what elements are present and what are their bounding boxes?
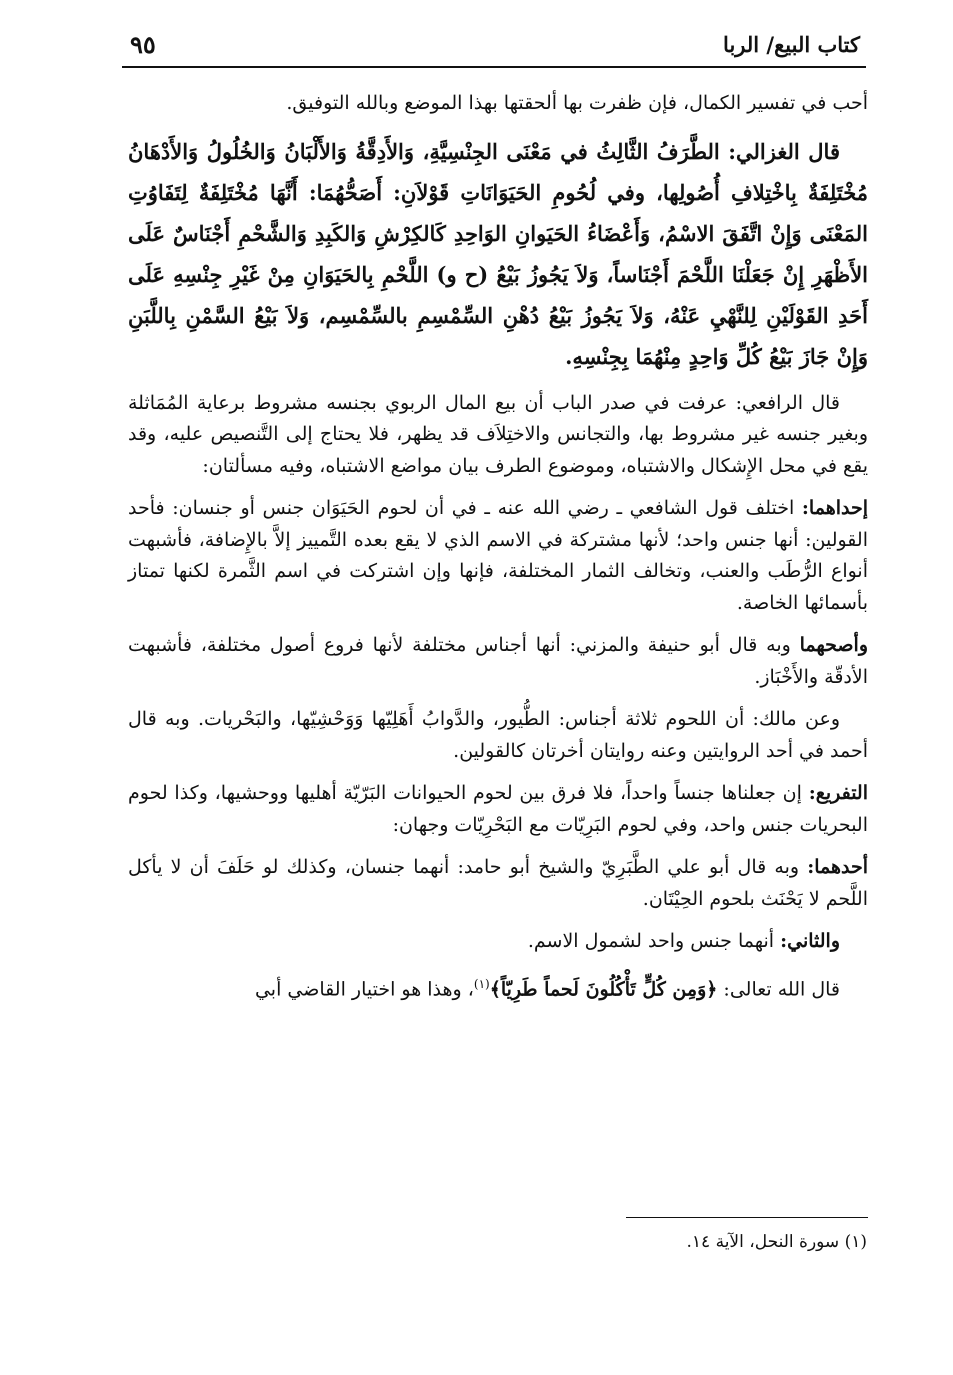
header-rule: [122, 66, 866, 68]
page-body: [128, 88, 868, 1016]
paragraph-second-view: والثاني: أنهما جنس واحد لشمول الاسم.: [527, 930, 840, 952]
footnote-marker[interactable]: (١): [473, 976, 490, 991]
footnote: (١) سورة النحل، الآية ١٤.: [686, 1232, 867, 1252]
paragraph-lead: التفريع:: [808, 782, 868, 804]
page-header: [122, 30, 860, 66]
paragraph-malik: وعن مالك: أن اللحوم ثلاثة أجناس: الطُّيور، والدَّوابُ أَهَلِيّها وَوَحْشِيّها، والبَحْريات. وبه قال أحمد في أحد الروايتين وعنه روايتان أخرتان كالقولين.: [128, 708, 868, 762]
page-number: ٩٥: [130, 30, 156, 59]
running-title: كتاب البيع/ الربا: [723, 32, 860, 57]
paragraph-rafii: قال الرافعي: عرفت في صدر الباب أن بيع المال الربوي بجنسه مشروط برعاية المُمَاثلة وبغير جنسه غير مشروط بها، والتجانس والاختِلاَف قد يظهر، فلا يحتاج إلى التَّنصيص عليه، وقد يقع في محل الإِشكال والاشتباه، وموضوع الطرف بيان مواضع الاشتباه، وفيه مسألتان:: [128, 391, 868, 477]
paragraph-first-issue: إحداهما: اختلف قول الشافعي ـ رضي الله عنه ـ في أن لحوم الحَيَوَان جنس أو جنسان: فأحد القولين: أنها جنس واحد؛ لأنها مشتركة في الاسم الذي لا يقع بعده التَّمييز إلاَّ بالإِضافة، فأشبهت أنواع الرُّطَب والعنب، وتخالف الثمار المختلفة، فإنها وإن اشتركت في اسم الثَّمرة لكنها تمتاز بأسمائها الخاصة.: [128, 497, 868, 614]
paragraph-tafri: التفريع: إن جعلناها جنساً واحداً، فلا فرق بين لحوم الحيوانات البَرّيّة أهليها ووحشيها، وكذا لحوم البحريات جنس واحد، وفي لحوم البَرِيّات مع البَحْرِيّات وجهان:: [128, 782, 868, 836]
paragraph-ghazali-matn: قال الغزالي: الطَّرَفُ الثَّالِثُ في مَعْنَى الجِنْسِيَّةِ، وَالأَدِقَّةُ وَالأَلْبَانُ وَالخُلُولُ وَالأَدْهَانُ مُخْتَلِفَةٌ بِاخْتِلافِ أُصُولِها، وفي لُحُومِ الحَيَوَانَاتِ قَوْلاَنِ: أَصَحُّهُمَا: أَنَّهَا مُخْتَلِفَةٌ لِتَفَاوُتِ المَعْنَى وَإِنْ اتَّفَقَ الاسْمُ، وَأَعْضَاءُ الحَيَوانِ الوَاحِدِ كَالكِرْشِ وَالكَبِدِ وَالشَّحْمِ أَجْنَاسٌ عَلَى الأَظْهَرِ إِنْ جَعَلْنَا اللَّحْمَ أَجْنَاساً، وَلاَ يَجُوزُ بَيْعُ (ح و) اللَّحْمِ بِالحَيَوَانِ مِنْ غَيْرِ جِنْسِهِ عَلَى أَحَدِ القَوْلَيْنِ لِلنَّهْيِ عَنْهُ، وَلاَ يَجُوزُ بَيْعُ دُهْنِ السِّمْسِمِ بالسِّمْسِم، وَلاَ بَيْعُ السَّمْنِ بِاللَّبَنِ وَإِنْ جَازَ بَيْعُ كُلِّ وَاحِدٍ مِنْهُمَا بِجِنْسِهِ.: [128, 138, 868, 369]
paragraph-sounder-view: وأصحهما وبه قال أبو حنيفة والمزني: أنها أجناس مختلفة لأنها فروع أصول مختلفة، فأشبهت الأدقّة والأَخْبَاز.: [128, 634, 868, 688]
paragraph-lead: وأصحهما: [799, 634, 868, 656]
quran-verse: ﴿وَمِن كُلٍّ تَأْكُلُونَ لَحماً طَرِيّاً﴾: [489, 977, 718, 1000]
paragraph-lead: أحدهما:: [807, 856, 869, 878]
paragraph-lead: والثاني:: [780, 930, 840, 952]
paragraph-first-view: أحدهما: وبه قال أبو علي الطَّبَرِيّ والشيخ أبو حامد: أنهما جنسان، وكذلك لو حَلَفَ أن لا يأكل اللَّحم لا يَحْنَث بلحوم الحِيْتَان.: [128, 856, 869, 910]
paragraph-quran-citation: قال الله تعالى: ﴿وَمِن كُلٍّ تَأْكُلُونَ لَحماً طَرِيّاً﴾$^{(١)}$، وهذا هو اختيار القاضي أبي: [254, 976, 840, 1000]
paragraph-intro: أحب في تفسير الكمال، فإن ظفرت بها ألحقتها بهذا الموضع وبالله التوفيق.: [286, 92, 868, 114]
paragraph-lead: إحداهما:: [801, 497, 868, 519]
footnote-rule: [626, 1217, 868, 1218]
